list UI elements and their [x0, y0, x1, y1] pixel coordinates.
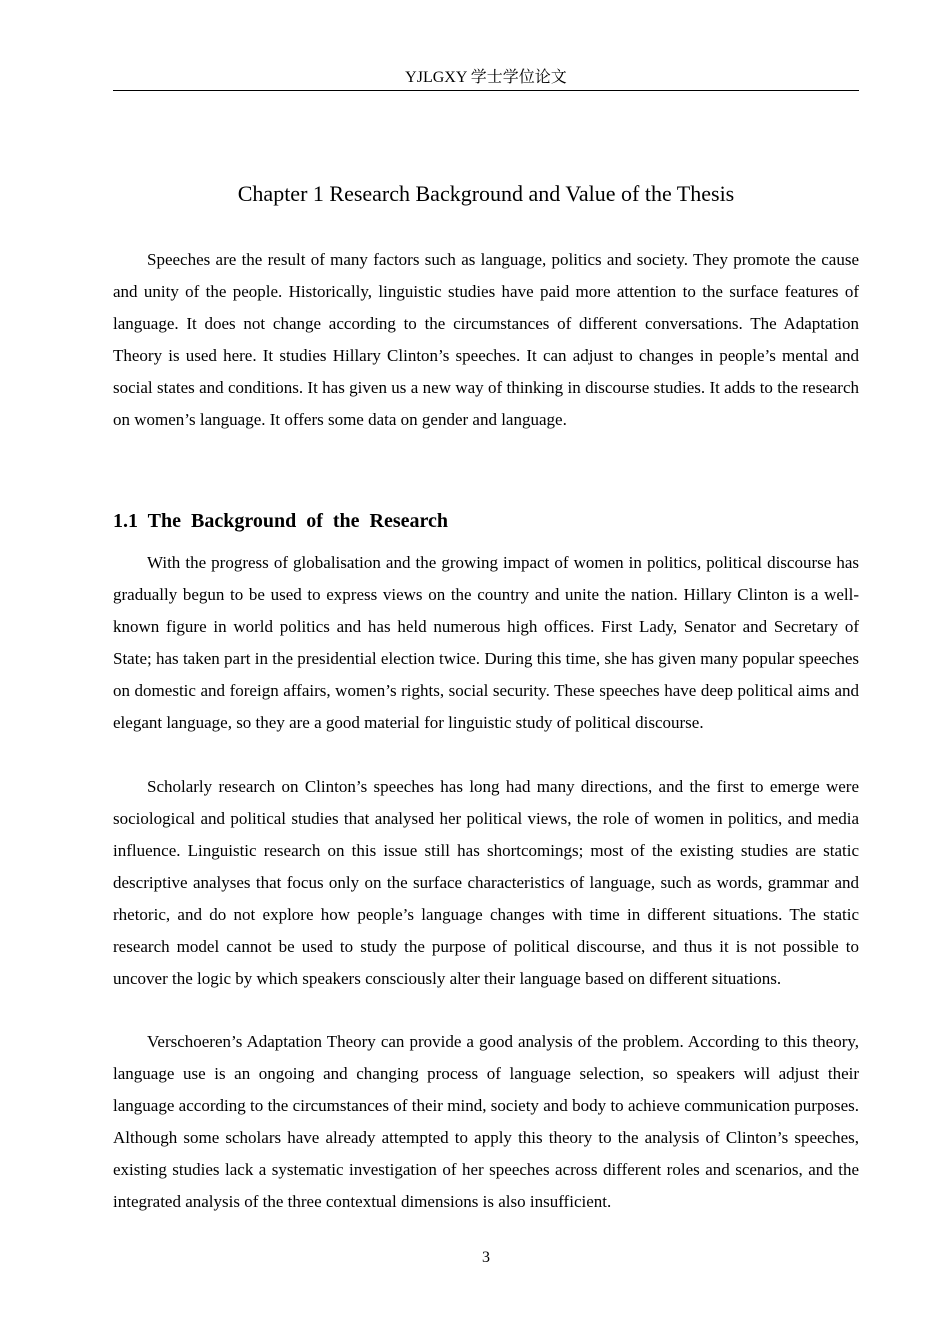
header-divider [113, 90, 859, 91]
section-paragraph-1: With the progress of globalisation and the growing impact of women in politics, political discourse has gradually begun to be used to express views on the country and unite the nation. Hillary Clinton is a well-known figure in world politics and has held numerous high offices. First Lady, Senator and Secretary of State; has taken part in the presidential election twice. During this time, she has given many popular speeches on domestic and foreign affairs, women’s rights, social security. These speeches have deep political aims and elegant language, so they are a good material for linguistic study of political discourse. [113, 553, 859, 732]
section-heading: 1.1 The Background of the Research [113, 510, 449, 532]
chapter-intro-paragraph: Speeches are the result of many factors such as language, politics and society. They promote the cause and unity of the people. Historically, linguistic studies have paid more attention to the surface features of language. It does not change according to the circumstances of different conversations. The Adaptation Theory is used here. It studies Hillary Clinton’s speeches. It can adjust to changes in people’s mental and social states and conditions. It has given us a new way of thinking in discourse studies. It adds to the research on women’s language. It offers some data on gender and language. [113, 250, 859, 429]
running-header: YJLGXY 学士学位论文 [405, 69, 567, 86]
section-paragraph-3: Verschoeren’s Adaptation Theory can provide a good analysis of the problem. According to this theory, language use is an ongoing and changing process of language selection, so speakers will adjust their language according to the circumstances of their mind, society and body to achieve communication purposes. Although some scholars have already attempted to apply this theory to the analysis of Clinton’s speeches, existing studies lack a systematic investigation of her speeches across different roles and scenarios, and the integrated analysis of the three contextual dimensions is also insufficient. [113, 1032, 859, 1211]
page-number: 3 [482, 1249, 490, 1266]
section-paragraph-2: Scholarly research on Clinton’s speeches has long had many directions, and the first to emerge were sociological and political studies that analysed her political views, the role of women in politics, and media influence. Linguistic research on this issue still has shortcomings; most of the existing studies are static descriptive analyses that focus only on the surface characteristics of language, such as words, grammar and rhetoric, and do not explore how people’s language changes with time in different situations. The static research model cannot be used to study the purpose of political discourse, and thus it is not possible to uncover the logic by which speakers consciously alter their language based on different situations. [113, 777, 859, 988]
chapter-title: Chapter 1 Research Background and Value of the Thesis [237, 181, 735, 206]
